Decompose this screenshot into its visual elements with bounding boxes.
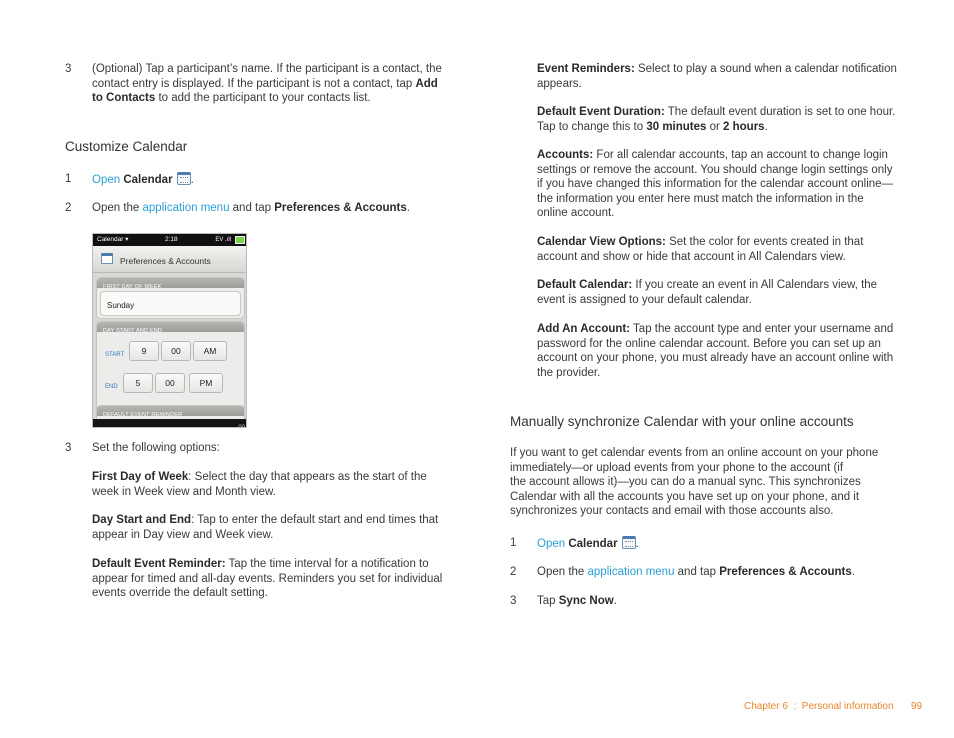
step-number: 2 <box>65 202 72 214</box>
start-ampm-picker[interactable]: AM <box>193 341 227 361</box>
option-add-an-account <box>537 322 907 380</box>
battery-icon <box>235 236 245 244</box>
option-title: Calendar View Options: <box>537 236 666 248</box>
text-span: Open the <box>537 566 588 578</box>
duration-30-bold: 30 minutes <box>646 120 707 133</box>
text-span: Tap the time interval for a notification to <box>225 558 429 570</box>
step-text <box>537 536 639 552</box>
open-link[interactable]: Open <box>92 174 121 186</box>
text-line: the provider. <box>537 366 601 379</box>
step-number: 1 <box>510 537 517 549</box>
option-title: First Day of Week <box>92 471 189 483</box>
status-time: 2:18 <box>165 236 178 243</box>
sync-now-bold: Sync Now <box>558 595 614 607</box>
calendar-icon <box>177 172 191 185</box>
step-text <box>537 565 855 580</box>
option-title: Add An Account: <box>537 323 631 335</box>
application-menu-link[interactable]: application menu <box>587 566 675 578</box>
option-default-event-duration <box>537 105 907 134</box>
text-line: if you have changed this information for the calendar account online— <box>537 178 894 191</box>
text-line: (Optional) Tap a participant’s name. If the participant is a contact, the <box>92 63 442 75</box>
step-number: 3 <box>510 595 517 607</box>
phone-status-bar <box>93 234 247 246</box>
option-calendar-view-options <box>537 235 907 264</box>
option-accounts <box>537 148 907 221</box>
phone-screenshot <box>92 233 247 428</box>
step-number: 1 <box>65 173 72 185</box>
text-span: . <box>406 202 410 214</box>
option-event-reminders <box>537 62 907 91</box>
option-title: Default Event Duration: <box>537 106 665 118</box>
text-line: appears. <box>537 77 582 90</box>
text-span: . <box>764 120 768 133</box>
option-title: Accounts: <box>537 149 594 161</box>
end-minute-picker[interactable]: 00 <box>155 373 185 393</box>
text-line <box>537 148 907 163</box>
text-span: Tap the account type and enter your username and <box>630 323 894 335</box>
status-app-name: Calendar ▾ <box>97 236 129 243</box>
step-number: 3 <box>65 63 72 75</box>
text-line <box>92 91 452 106</box>
application-menu-link[interactable]: application menu <box>142 202 230 214</box>
add-to-contacts-bold: Add <box>415 77 438 90</box>
text-line: password for the online calendar account. Before you can set up an <box>537 337 881 350</box>
page-number: 99 <box>911 701 923 712</box>
text-span: : Tap to enter the default start and end times that <box>191 514 439 526</box>
step-number: 2 <box>510 566 517 578</box>
text-line <box>537 120 907 135</box>
text-span: . <box>190 174 194 186</box>
text-span: Tap <box>537 595 559 607</box>
text-line: event is assigned to your default calendar. <box>537 293 752 306</box>
text-line <box>537 62 907 77</box>
preferences-accounts-bold: Preferences & Accounts <box>274 202 407 214</box>
text-line <box>92 513 452 528</box>
phone-bottom-bar <box>93 419 247 428</box>
phone-header <box>93 246 247 273</box>
text-span: to add the participant to your contacts list. <box>155 92 371 105</box>
start-label: START <box>105 352 125 358</box>
text-span: Open the <box>92 202 143 214</box>
text-span: Select to play a sound when a calendar notification <box>634 63 897 75</box>
text-span: Tap to change this to <box>537 120 647 133</box>
text-span: contact entry is displayed. If the participant is not a contact, tap <box>92 77 416 90</box>
text-span: . <box>613 595 617 607</box>
reminder-label: DEFAULT EVENT REMINDER <box>103 412 183 418</box>
option-default-calendar <box>537 278 907 307</box>
calendar-bold: Calendar <box>568 538 618 550</box>
text-span: The default event duration is set to one hour. <box>664 106 896 118</box>
text-line: If you want to get calendar events from an online account on your phone <box>510 447 879 459</box>
add-to-contacts-bold: to Contacts <box>92 92 156 105</box>
text-line: week in Week view and Month view. <box>92 485 276 498</box>
text-span: If you create an event in All Calendars view, the <box>632 279 878 291</box>
text-line: account and show or hide that account in All Calendars view. <box>537 250 846 263</box>
start-hour-picker[interactable]: 9 <box>129 341 159 361</box>
option-title: Day Start and End <box>92 514 192 526</box>
text-line: appear in Day view and Week view. <box>92 528 274 541</box>
end-ampm-picker[interactable]: PM <box>189 373 223 393</box>
text-line: synchronizes your contacts and email with those accounts also. <box>510 505 834 518</box>
text-line <box>537 278 907 293</box>
text-span: : Select the day that appears as the start of the <box>188 471 427 483</box>
text-line: online account. <box>537 207 615 220</box>
section-heading-customize-calendar: Customize Calendar <box>65 139 188 154</box>
text-span: . <box>851 566 855 578</box>
option-title: Default Event Reminder: <box>92 558 226 570</box>
text-line: the account allows it)—you can do a manual sync. This synchronizes <box>510 476 861 489</box>
step-number: 3 <box>65 442 72 454</box>
text-line <box>537 235 907 250</box>
step-text <box>92 201 410 216</box>
text-line <box>92 77 452 92</box>
preferences-accounts-bold: Preferences & Accounts <box>719 566 852 578</box>
calendar-icon <box>101 253 113 264</box>
option-title: Event Reminders: <box>537 63 635 75</box>
text-line: Calendar with all the accounts you have set up on your phone, and it <box>510 490 860 503</box>
option-day-start-end <box>92 513 452 542</box>
open-link[interactable]: Open <box>537 538 566 550</box>
sync-step-tap-sync-now <box>510 594 890 610</box>
step-set-options <box>65 441 445 457</box>
day-start-label: DAY START AND END <box>103 328 163 334</box>
text-span: For all calendar accounts, tap an account to change login <box>593 149 888 161</box>
signal-icon: EV .ıll <box>215 237 231 243</box>
text-line: the information you enter here must match the information in the <box>537 192 864 205</box>
text-line: appear for timed and all-day events. Reminders you set for individual <box>92 572 443 585</box>
step-text <box>92 62 452 106</box>
option-default-event-reminder <box>92 557 452 601</box>
sync-step-open-preferences <box>510 565 910 581</box>
text-line <box>92 557 452 572</box>
notification-glyph: oo <box>238 424 245 428</box>
text-line <box>537 322 907 337</box>
first-day-group <box>96 277 245 319</box>
option-title: Default Calendar: <box>537 279 633 291</box>
text-span: and tap <box>229 202 275 214</box>
sync-step-open-calendar <box>510 536 890 552</box>
day-start-end-group <box>96 321 245 414</box>
text-line <box>537 105 907 120</box>
calendar-bold: Calendar <box>123 174 173 186</box>
start-minute-picker[interactable]: 00 <box>161 341 191 361</box>
end-label: END <box>105 384 118 390</box>
sync-paragraph <box>510 446 905 519</box>
text-line: events override the default setting. <box>92 587 268 600</box>
text-span: . <box>635 538 639 550</box>
end-hour-picker[interactable]: 5 <box>123 373 153 393</box>
step-open-preferences <box>65 201 455 217</box>
step-open-calendar <box>65 172 445 188</box>
step-text <box>92 172 194 188</box>
step-optional-participant <box>65 62 455 106</box>
text-line: immediately—or upload events from your phone to the account (if <box>510 461 844 474</box>
text-line: account on your phone, you must already have an account online with <box>537 352 894 365</box>
calendar-icon <box>622 536 636 549</box>
phone-header-title: Preferences & Accounts <box>120 256 211 266</box>
text-span: or <box>706 120 724 133</box>
option-first-day-of-week <box>92 470 452 499</box>
first-day-label: FIRST DAY OF WEEK <box>103 284 162 290</box>
text-span: Set the color for events created in that <box>665 236 864 248</box>
first-day-value: Sunday <box>107 301 135 310</box>
text-line: settings or remove the account. You should change login settings only <box>537 163 893 176</box>
footer-chapter: Chapter 6 : Personal information <box>744 701 894 712</box>
step-text: Set the following options: <box>92 442 220 454</box>
section-heading-manual-sync: Manually synchronize Calendar with your online accounts <box>510 414 854 429</box>
text-line <box>92 470 452 485</box>
text-span: and tap <box>674 566 720 578</box>
step-text <box>537 594 617 609</box>
duration-2h-bold: 2 hours <box>723 120 765 133</box>
first-day-selector[interactable] <box>100 291 241 316</box>
